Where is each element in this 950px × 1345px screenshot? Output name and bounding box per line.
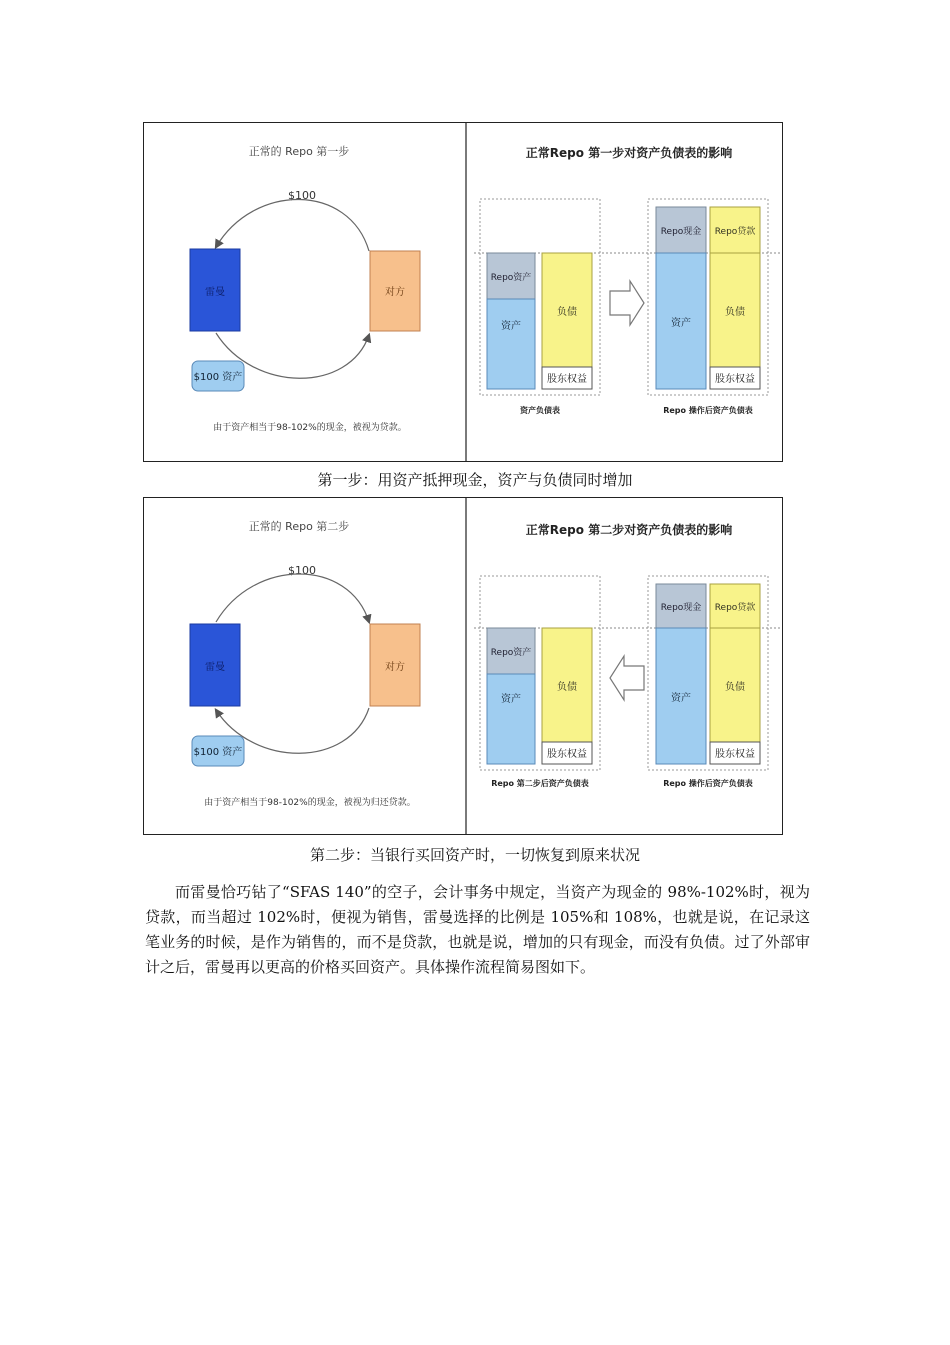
- after-repo-cash-label: Repo现金: [660, 603, 702, 613]
- amount-label: $100: [288, 189, 316, 202]
- after-equity-label: 股东权益: [715, 374, 755, 385]
- bank-label: 雷曼: [205, 662, 225, 673]
- right-arrow-icon: [610, 281, 644, 325]
- amount-label: $100: [288, 564, 316, 577]
- before-asset-block: [487, 299, 535, 389]
- counterparty-label: 对方: [385, 287, 405, 298]
- before-repo-asset-label: Repo资产: [490, 648, 532, 658]
- after-equity-label: 股东权益: [715, 749, 755, 760]
- before-repo-asset-label: Repo资产: [490, 273, 532, 283]
- arc-arrow-top: [216, 574, 369, 622]
- left-panel-title: 正常的 Repo 第一步: [248, 145, 350, 158]
- left-arrow-icon: [610, 656, 644, 700]
- figure-2: [143, 497, 783, 835]
- right-panel-title: 正常Repo 第二步对资产负债表的影响: [525, 523, 733, 537]
- after-liability-label: 负债: [725, 682, 745, 693]
- before-sheet-caption: 资产负债表: [520, 406, 560, 415]
- left-panel-note: 由于资产相当于98-102%的现金，被视为贷款。: [213, 423, 407, 433]
- after-sheet-caption: Repo 操作后资产负债表: [663, 406, 753, 415]
- left-panel-title: 正常的 Repo 第二步: [248, 520, 350, 533]
- after-asset-label: 资产: [671, 693, 691, 704]
- after-sheet-caption: Repo 操作后资产负债表: [663, 779, 753, 788]
- before-asset-label: 资产: [501, 694, 521, 705]
- before-sheet-caption: Repo 第二步后资产负债表: [491, 779, 589, 788]
- counterparty-label: 对方: [385, 662, 405, 673]
- after-repo-loan-label: Repo贷款: [714, 603, 756, 613]
- figure-2-caption: 第二步：当银行买回资产时，一切恢复到原来状况: [309, 846, 640, 864]
- asset-tag-label: $100 资产: [193, 747, 243, 758]
- before-equity-label: 股东权益: [547, 374, 587, 385]
- after-asset-label: 资产: [671, 318, 691, 329]
- body-paragraph: 而雷曼恰巧钻了“SFAS 140”的空子，会计事务中规定，当资产为现金的 98%-102%时，视为贷款，而当超过 102%时，便视为销售，雷曼选择的比例是 105%和 108%，也就是说，在记录这笔业务的时候，是作为销售的，而不是贷款，也就是说，增加的只有现金，而没有负债。过了外部审计之后，雷曼再以更高的价格买回资产。具体操作流程简易图如下。: [145, 883, 810, 976]
- after-repo-cash-label: Repo现金: [660, 227, 702, 237]
- asset-tag-label: $100 资产: [193, 372, 243, 383]
- after-liability-label: 负债: [725, 307, 745, 318]
- arc-arrow-top: [216, 199, 369, 251]
- before-liability-label: 负债: [557, 682, 577, 693]
- before-asset-block: [487, 674, 535, 764]
- figure-1-caption: 第一步：用资产抵押现金，资产与负债同时增加: [317, 471, 633, 489]
- left-panel-note: 由于资产相当于98-102%的现金，被视为归还贷款。: [204, 798, 416, 808]
- after-repo-loan-label: Repo贷款: [714, 227, 756, 237]
- before-equity-label: 股东权益: [547, 749, 587, 760]
- bank-label: 雷曼: [205, 287, 225, 298]
- before-liability-label: 负债: [557, 307, 577, 318]
- right-panel-title: 正常Repo 第一步对资产负债表的影响: [525, 146, 733, 160]
- before-asset-label: 资产: [501, 321, 521, 332]
- figure-2-diagram: [144, 498, 782, 834]
- figure-1-diagram: [144, 123, 782, 461]
- figure-1: [143, 122, 783, 462]
